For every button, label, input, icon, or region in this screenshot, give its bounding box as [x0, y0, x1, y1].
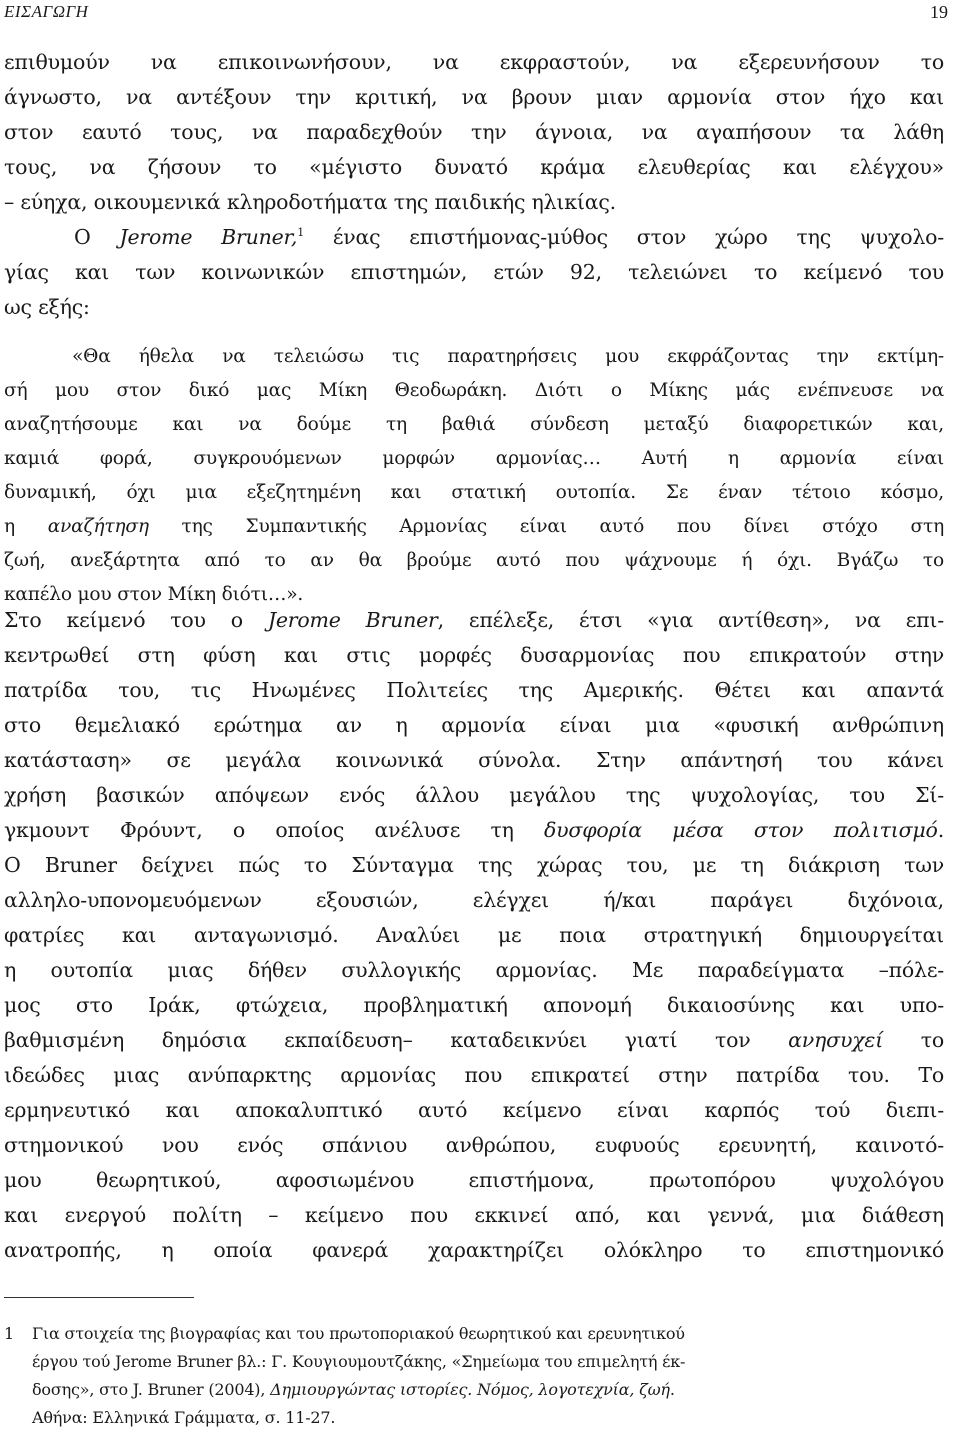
footnote-number: 1 [4, 1324, 14, 1343]
text-line: κατάσταση» σε μεγάλα κοινωνικά σύνολα. Στην απάντησή του κάνει [4, 748, 944, 772]
text-line [4, 1376, 944, 1404]
text-line [4, 603, 944, 638]
running-head: ΕΙΣΑΓΩΓΗ [4, 2, 89, 21]
italic-name: Jerome Bruner, [119, 225, 298, 249]
text-line: χρήση βασικών απόψεων ενός άλλου μεγάλου της ψυχολογίας, του Σί- [4, 783, 944, 807]
text-line: ερμηνευτικό και αποκαλυπτικό αυτό κείμενο είναι καρπός τού διεπι- [4, 1098, 944, 1122]
block-quote [4, 340, 944, 612]
text-line: δυναμική, όχι μια εξεζητημένη και στατική ουτοπία. Σε έναν τέτοιο κόσμο, [4, 482, 944, 503]
text-line [4, 813, 944, 848]
italic-word: αναζήτηση [47, 516, 149, 537]
text-run: Για στοιχεία της βιογραφίας και του πρωτοποριακού θεωρητικού και ερευνητικού [32, 1324, 685, 1343]
text-line: ζωή, ανεξάρτητα από το αν θα βρούμε αυτό που ψάχνουμε ή όχι. Βγάζω το [4, 550, 944, 571]
text-line: καμιά φορά, συγκρουόμενων μορφών αρμονίας… Αυτή η αρμονία είναι [4, 448, 944, 469]
text-line [4, 220, 944, 255]
text-run: . [937, 818, 945, 842]
text-line: έργου τού Jerome Bruner βλ.: Γ. Κουγιουμουτζάκης, «Σημείωμα του επιμελητή έκ- [32, 1352, 686, 1371]
text-run: δοσης», στο J. Bruner (2004), [32, 1380, 271, 1399]
text-line: μος στο Ιράκ, φτώχεια, προβληματική απονομή δικαιοσύνης και υπο- [4, 993, 944, 1017]
text-line: ως εξής: [4, 295, 90, 319]
text-line: καπέλο μου στον Μίκη διότι…». [4, 584, 304, 605]
text-line: σή μου στον δικό μας Μίκη Θεοδωράκη. Διότι ο Μίκης μάς ενέπνευσε να [4, 380, 944, 401]
paragraph-bruner-intro [4, 220, 944, 325]
text-line: στημονικού νου ενός σπάνιου ανθρώπου, ευφυούς ερευνητή, καινοτό- [4, 1133, 944, 1157]
text-line: φατρίες και ανταγωνισμό. Αναλύει με ποια στρατηγική δημιουργείται [4, 923, 944, 947]
italic-title: Δημιουργώντας ιστορίες. Νόμος, λογοτεχνία, ζωή [270, 1380, 670, 1399]
text-line: στο θεμελιακό ερώτημα αν η αρμονία είναι μια «φυσική ανθρώπινη [4, 713, 944, 737]
text-run: το [883, 1028, 944, 1052]
text-line: «Θα ήθελα να τελειώσω τις παρατηρήσεις μου εκφράζοντας την εκτίμη- [72, 346, 944, 367]
text-run: βαθμισμένη δημόσια εκπαίδευση– καταδεικνύει γιατί τον [4, 1028, 789, 1052]
footnote-ref: 1 [297, 226, 305, 240]
text-line: πατρίδα του, τις Ηνωμένες Πολιτείες της Αμερικής. Θέτει και απαντά [4, 678, 944, 702]
paragraph-continuation [4, 45, 944, 220]
text-line [4, 1320, 944, 1348]
text-line [4, 1023, 944, 1058]
text-line: αναζητήσουμε και να δούμε τη βαθιά σύνδεση μεταξύ διαφορετικών και, [4, 414, 944, 435]
text-line: ιδεώδες μιας ανύπαρκτης αρμονίας που επικρατεί στην πατρίδα του. Το [4, 1063, 944, 1087]
text-run: η [4, 516, 48, 537]
page-header [4, 0, 948, 26]
text-line: και ενεργού πολίτη – κείμενο που εκκινεί από, και γεννά, μια διάθεση [4, 1203, 944, 1227]
text-line: κεντρωθεί στη φύση και στις μορφές δυσαρμονίας που επικρατούν στην [4, 643, 944, 667]
text-run: , επέλεξε, έτσι «για αντίθεση», να επι- [437, 608, 944, 632]
footnote-divider [4, 1297, 194, 1298]
italic-phrase: δυσφορία μέσα στον πολιτισμό [544, 818, 938, 842]
text-line: γίας και των κοινωνικών επιστημών, ετών 92, τελειώνει το κείμενό του [4, 260, 944, 284]
text-line [4, 510, 944, 544]
italic-word: ανησυχεί [788, 1028, 884, 1052]
text-run: Στο κείμενό του ο [4, 608, 268, 632]
text-run: . [669, 1380, 675, 1399]
text-run: Ο [74, 225, 120, 249]
paragraph-main [4, 603, 944, 1268]
text-line: Ο Bruner δείχνει πώς το Σύνταγμα της χώρας του, με τη διάκριση των [4, 853, 944, 877]
text-line: ανατροπής, η οποία φανερά χαρακτηρίζει ολόκληρο το επιστημονικό [4, 1238, 944, 1262]
text-run: της Συμπαντικής Αρμονίας είναι αυτό που δίνει στόχο στη [148, 516, 945, 537]
text-line: Αθήνα: Ελληνικά Γράμματα, σ. 11-27. [32, 1408, 336, 1427]
text-line: τους, να ζήσουν το «μέγιστο δυνατό κράμα ελευθερίας και ελέγχου» [4, 155, 944, 179]
text-run: γκμουντ Φρόυντ, ο οποίος ανέλυσε τη [4, 818, 545, 842]
text-line: επιθυμούν να επικοινωνήσουν, να εκφραστούν, να εξερευνήσουν το [4, 50, 944, 74]
text-line: η ουτοπία μιας δήθεν συλλογικής αρμονίας. Με παραδείγματα –πόλε- [4, 958, 944, 982]
italic-name: Jerome Bruner [267, 608, 438, 632]
text-line: αλληλο-υπονομευόμενων εξουσιών, ελέγχει ή/και παράγει διχόνοια, [4, 888, 944, 912]
text-line: – εύηχα, οικουμενικά κληροδοτήματα της παιδικής ηλικίας. [4, 190, 616, 214]
page-number: 19 [930, 2, 948, 22]
text-line: στον εαυτό τους, να παραδεχθούν την άγνοια, να αγαπήσουν τα λάθη [4, 120, 944, 144]
text-line: μου θεωρητικού, αφοσιωμένου επιστήμονα, πρωτοπόρου ψυχολόγου [4, 1168, 944, 1192]
footnote [4, 1320, 944, 1432]
text-line: άγνωστο, να αντέξουν την κριτική, να βρουν μιαν αρμονία στον ήχο και [4, 85, 944, 109]
text-run: ένας επιστήμονας-μύθος στον χώρο της ψυχολο- [304, 225, 944, 249]
